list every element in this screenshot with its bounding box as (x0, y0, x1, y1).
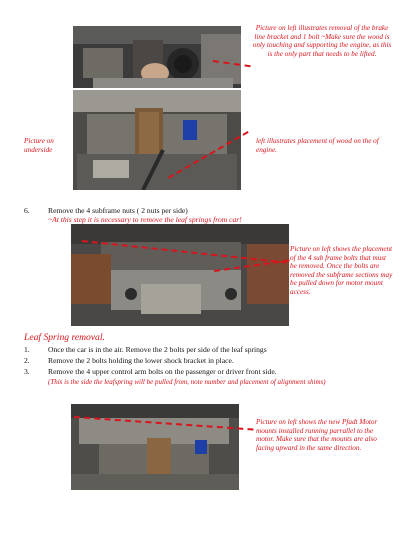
caption-subframe-bolts: Picture on left shows the placement of the 4 sub frame bolts that must be removed. Once the bolts are removed the subframe sections may be pulled down for motor mount access. (290, 245, 393, 296)
leaf-spring-note: (This is the side the leafspring will be pulled from, note number and placement of alignment shims) (48, 378, 326, 386)
caption-underside-left: Picture on underside (24, 137, 54, 154)
step-6-number: 6. (24, 206, 30, 215)
leaf-step-2-number: 2. (24, 356, 30, 365)
leaf-step-1-number: 1. (24, 345, 30, 354)
photo-brake-bracket (73, 26, 241, 88)
caption-wood-placement: left illustrates placement of wood on the of engine. (256, 137, 379, 154)
leaf-step-3-number: 3. (24, 367, 30, 376)
step-6-warning: ~At this step it is necessary to remove the leaf springs from car! (48, 215, 242, 224)
leaf-step-1-text: Once the car is in the air. Remove the 2 bolts per side of the leaf springs (48, 345, 267, 354)
photo-wood-placement (73, 90, 241, 190)
leaf-step-2-text: Remove the 2 bolts holding the lower shock bracket in place. (48, 356, 234, 365)
leaf-step-3-text: Remove the 4 upper control arm bolts on the passenger or driver front side. (48, 367, 277, 376)
caption-brake-bracket: Picture on left illustrates removal of the brake line bracket and 1 bolt ~Make sure the wood is only touching and supporting the engine, as this is the only part that needs to be lifted. (252, 24, 392, 58)
caption-new-mounts: Picture on left shows the new Pfadt Motor mounts installed running parrallel to the motor. Make sure that the mounts are also facing upward in the same direction. (256, 418, 378, 452)
leaf-spring-heading: Leaf Spring removal. (24, 332, 105, 343)
step-6-text: Remove the 4 subframe nuts ( 2 nuts per side) (48, 206, 188, 215)
photo-subframe-bolts (71, 224, 289, 326)
